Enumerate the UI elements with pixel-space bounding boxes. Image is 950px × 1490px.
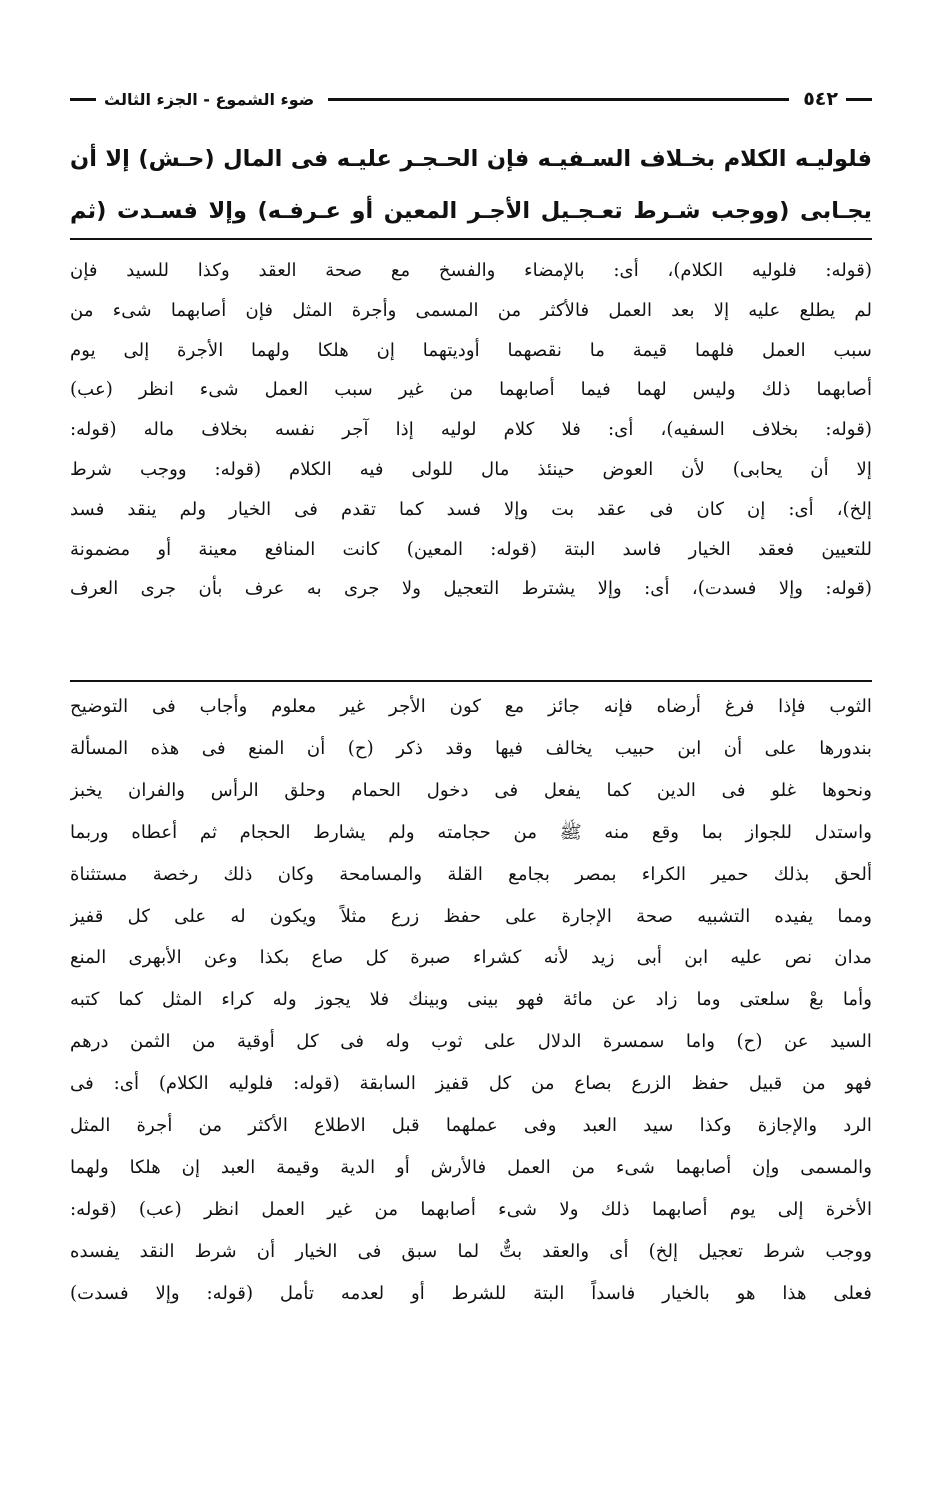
commentary-line: فهو من قبيل حفظ الزرع بصاع من كل قفيز السابقة (قوله: فلوليه الكلام) أى: فى [70,1073,872,1095]
main-text-line: فلوليـه الكلام بخـلاف السـفيـه فإن الحـجـر عليـه فى المال (حـش) إلا أن [70,146,872,172]
commentary-line: أصابهما ذلك وليس لهما فيما أصابهما من غير سبب العمل شىء انظر (عب) [70,379,872,401]
commentary-line: ومما يفيده التشبيه صحة الإجارة على حفظ زرع مثلاً ويكون له على كل قفيز [70,905,872,927]
commentary-line: ونحوها غلو فى الدين كما يفعل فى دخول الحمام وحلق الرأس والفران يخبز [70,779,872,801]
commentary-line: إلا أن يحابى) لأن العوض حينئذ مال للولى فيه الكلام (قوله: ووجب شرط [70,458,872,480]
main-text-line: يجـابى (ووجب شـرط تعـجـيل الأجـر المعين أو عـرفـه) وإلا فسـدت (ثم [70,198,872,224]
commentary-line: إلخ)، أى: إن كان فى عقد بت وإلا فسد كما تقدم فى الخيار ولم ينقد فسد [70,498,872,520]
commentary-line: وأما بعْ سلعتى وما زاد عن مائة فهو بينى وبينك فلا يجوز وله كراء المثل كما كتبه [70,989,872,1011]
main-text-divider [70,238,872,240]
commentary-line: واستدل للجواز بما وقع منه ﷺ من حجامته ولم يشارط الحجام ثم أعطاه وربما [70,821,872,843]
page-number: ٥٤٢ [803,88,838,110]
commentary-line: (قوله: بخلاف السفيه)، أى: فلا كلام لوليه إذا آجر نفسه بخلاف ماله (قوله: [70,419,872,441]
commentary-line: الرد والإجازة وكذا سيد العبد وفى عملهما قبل الاطلاع الأكثر من أجرة المثل [70,1115,872,1137]
commentary-line: سبب العمل فلهما قيمة ما نقصهما أوديتهما إن هلكا ولهما الأجرة إلى يوم [70,339,872,361]
commentary-line: فعلى هذا هو بالخيار فاسداً البتة للشرط أو لعدمه تأمل (قوله: وإلا فسدت) [70,1282,872,1304]
commentary-line: (قوله: فلوليه الكلام)، أى: بالإمضاء والفسخ مع صحة العقد وكذا للسيد فإن [70,260,872,281]
commentary-upper [70,251,872,609]
header-dash-right [846,98,872,101]
header-dash-left [70,98,96,101]
commentary-line: السيد عن (ح) واما سمسرة الدلال على ثوب وله فى كل أوقية من الثمن درهم [70,1031,872,1053]
running-title: ضوء الشموع - الجزء الثالث [104,89,315,109]
commentary-line: الأخرة إلى يوم أصابهما ذلك ولا شىء أصابهما من غير العمل انظر (عب) (قوله: [70,1198,872,1220]
commentary-line: بندورها على أن ابن حبيب يخالف فيها وقد ذكر (ح) أن المنع فى هذه المسألة [70,737,872,759]
commentary-lower [70,686,872,1315]
commentary-line: مدان نص عليه ابن أبى زيد لأنه كشراء صبرة كل صاع بكذا وعن الأبهرى المنع [70,947,872,969]
commentary-line: والمسمى وإن أصابهما شىء من العمل فالأرش أو الدية وقيمة العبد إن هلكا ولهما [70,1156,872,1178]
header-rule [328,98,789,101]
commentary-line: للتعيين فعقد الخيار فاسد البتة (قوله: المعين) كانت المنافع معينة أو مضمونة [70,538,872,560]
commentary-line: (قوله: وإلا فسدت)، أى: وإلا يشترط التعجيل ولا جرى به عرف بأن جرى العرف [70,578,872,600]
commentary-line: ووجب شرط تعجيل إلخ) أى والعقد بتٌّ لما سبق فى الخيار أن شرط النقد يفسده [70,1240,872,1262]
commentary-line: ألحق بذلك حمير الكراء بمصر بجامع القلة والمسامحة وكان ذلك رخصة مستثناة [70,863,872,885]
commentary-line: لم يطلع عليه إلا بعد العمل فالأكثر من المسمى وأجرة المثل فإن أصابهما شىء من [70,299,872,321]
main-text [70,133,872,237]
commentary-line: الثوب فإذا فرغ أرضاه فإنه جائز مع كون الأجر غير معلوم وأجاب فى التوضيح [70,696,872,717]
page [70,0,872,1490]
commentary-divider [70,680,872,682]
running-header [70,86,872,112]
